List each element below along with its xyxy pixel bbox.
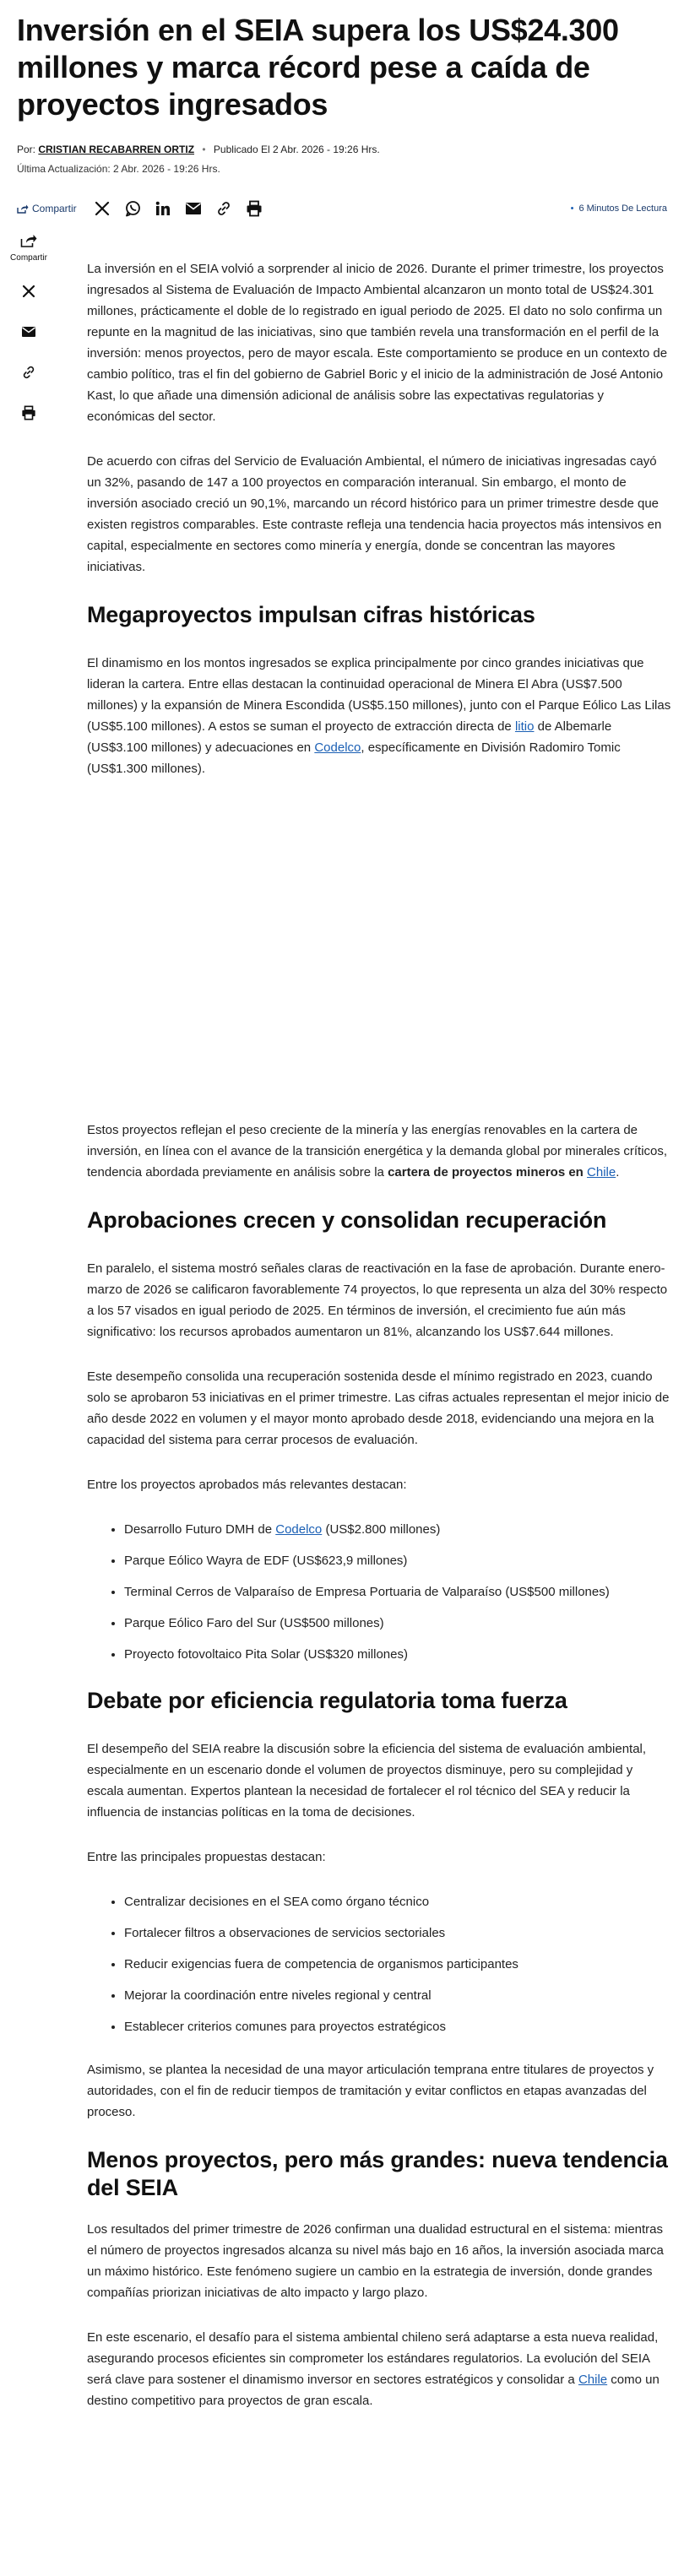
read-time-label: 6 Minutos De Lectura — [578, 203, 667, 214]
proposals-list — [124, 1891, 671, 2037]
side-share-label: Compartir — [10, 253, 47, 263]
section-heading: Megaproyectos impulsan cifras históricas — [87, 602, 535, 627]
codelco-link[interactable]: Codelco — [275, 1522, 323, 1537]
paragraph-text: Estos proyectos reflejan el peso creciente de la minería y las energías renovables en la cartera de inversión, en línea con el avance de la transición energética y la demanda global por minerales críticos, tendencia abordada previamente en análisis sobre la — [87, 1123, 668, 1180]
side-x-button[interactable] — [17, 279, 41, 303]
share-button[interactable] — [17, 203, 77, 214]
paragraph — [87, 653, 671, 779]
email-icon[interactable] — [183, 198, 204, 219]
article-body — [87, 258, 671, 2435]
section-heading: Debate por eficiencia regulatoria toma fuerza — [87, 1688, 567, 1713]
litio-link[interactable]: litio — [514, 719, 535, 734]
read-time — [571, 203, 667, 214]
paragraph-text: En este escenario, el desafío para el sistema ambiental chileno será adaptarse a esta nueva realidad, asegurando procesos eficientes sin comprometer los estándares regulatorios. La evolución del SEIA será clave para sostener el dinamismo inversor en sectores estratégicos y consolidar a — [87, 2330, 659, 2387]
paragraph: De acuerdo con cifras del Servicio de Evaluación Ambiental, el número de iniciativas ingresadas cayó un 32%, pasando de 147 a 100 proyectos en comparación interanual. Sin embargo, el monto de inversión asociado creció un 90,1%, marcando un récord histórico para un primer trimestre desde que existen registros comparables. Este contraste refleja una tendencia hacia proyectos más intensivos en capital, especialmente en sectores como minería y energía, donde se concentran las mayores iniciativas. — [87, 454, 662, 574]
codelco-link[interactable]: Codelco — [314, 740, 361, 755]
author-link[interactable]: CRISTIAN RECABARREN ORTIZ — [38, 144, 195, 155]
updated-date: Última Actualización: 2 Abr. 2026 - 19:26 Hrs. — [17, 163, 220, 175]
linkedin-icon[interactable] — [153, 198, 173, 219]
share-icon — [20, 233, 37, 247]
approved-projects-list — [124, 1519, 671, 1665]
byline-separator: • — [202, 144, 206, 155]
list-item: • Establecer criterios comunes para proyectos estratégicos — [124, 2016, 671, 2037]
ad-space — [87, 803, 671, 1120]
list-item: • Fortalecer filtros a observaciones de servicios sectoriales — [124, 1923, 671, 1944]
list-item-text: Desarrollo Futuro DMH de — [124, 1522, 276, 1537]
article-headline: Inversión en el SEIA supera los US$24.300 millones y marca récord pese a caída de proyectos ingresados — [17, 13, 619, 122]
byline — [17, 144, 380, 155]
share-icon — [17, 203, 29, 214]
whatsapp-icon[interactable] — [122, 198, 143, 219]
side-email-button[interactable] — [17, 320, 41, 344]
paragraph: Este desempeño consolida una recuperación sostenida desde el mínimo registrado en 2023, cuando solo se aprobaron 53 iniciativas en el primer trimestre. Las cifras actuales representan el mejor inicio de año desde 2022 en volumen y el mayor monto aprobado desde 2018, evidenciando una mejora en la capacidad del sistema para cerrar procesos de evaluación. — [87, 1369, 670, 1447]
link-icon — [21, 365, 36, 380]
print-icon[interactable] — [244, 198, 264, 219]
paragraph-text: como un destino competitivo para proyectos de gran escala. — [87, 2373, 660, 2408]
print-icon — [21, 405, 36, 420]
side-share-rail — [10, 233, 47, 425]
x-icon — [22, 285, 35, 298]
paragraph — [87, 2327, 671, 2411]
paragraph: Entre los proyectos aprobados más relevantes destacan: — [87, 1478, 407, 1492]
list-item: • Mejorar la coordinación entre niveles regional y central — [124, 1985, 671, 2006]
bold-text: cartera de proyectos mineros en — [388, 1165, 584, 1180]
list-item: • Reducir exigencias fuera de competencia de organismos participantes — [124, 1954, 671, 1975]
paragraph-text: . — [616, 1165, 620, 1180]
paragraph — [87, 1120, 671, 1183]
section-heading: Menos proyectos, pero más grandes: nueva tendencia del SEIA — [87, 2147, 668, 2200]
paragraph-text: , específicamente en División Radomiro Tomic (US$1.300 millones). — [87, 740, 621, 776]
paragraph: El desempeño del SEIA reabre la discusión sobre la eficiencia del sistema de evaluación ambiental, especialmente en un escenario donde el volumen de proyectos disminuye, pero su complejidad y escala aumentan. Expertos plantean la necesidad de fortalecer el rol técnico del SEA y reducir la influencia de instancias políticas en la toma de decisiones. — [87, 1742, 647, 1819]
link-icon[interactable] — [214, 198, 234, 219]
published-date: Publicado El 2 Abr. 2026 - 19:26 Hrs. — [213, 144, 380, 155]
share-label: Compartir — [32, 203, 77, 214]
chile-link[interactable]: Chile — [587, 1165, 616, 1180]
side-share-button[interactable] — [20, 233, 37, 252]
x-icon[interactable] — [92, 198, 112, 219]
chile-link[interactable]: Chile — [578, 2373, 608, 2387]
paragraph-text: de Albemarle (US$3.100 millones) y adecuaciones en — [87, 719, 612, 755]
list-item: • Centralizar decisiones en el SEA como órgano técnico — [124, 1891, 671, 1912]
list-item: • Parque Eólico Wayra de EDF (US$623,9 millones) — [124, 1550, 671, 1571]
paragraph: Entre las principales propuestas destacan: — [87, 1850, 326, 1864]
byline-prefix: Por: — [17, 144, 36, 155]
paragraph: La inversión en el SEIA volvió a sorprender al inicio de 2026. Durante el primer trimestre, los proyectos ingresados al Sistema de Evaluación de Impacto Ambiental alcanzaron un monto total de US$24.301 millones, prácticamente el doble de lo registrado en igual periodo de 2025. El dato no solo confirma un repunte en la magnitud de las iniciativas, sino que también revela una transformación en el perfil de la inversión: menos proyectos, pero de mayor escala. Este comportamiento se produce en un contexto de cambio político, tras el fin del gobierno de Gabriel Boric y el inicio de la administración de José Antonio Kast, lo que añade una dimensión adicional de análisis sobre las expectativas regulatorias y económicas del sector. — [87, 262, 668, 424]
list-item-text: (US$2.800 millones) — [322, 1522, 441, 1537]
paragraph: Asimismo, se plantea la necesidad de una mayor articulación temprana entre titulares de proyectos y autoridades, con el fin de reducir tiempos de tramitación y evitar conflictos en etapas avanzadas del proceso. — [87, 2063, 654, 2119]
paragraph: En paralelo, el sistema mostró señales claras de reactivación en la fase de aprobación. Durante enero-marzo de 2026 se calificaron favorablemente 74 proyectos, lo que representa un alza del 30% respecto a los 57 visados en igual periodo de 2025. En términos de inversión, el crecimiento fue aún más significativo: los recursos aprobados aumentaron un 81%, alcanzando los US$7.644 millones. — [87, 1261, 668, 1339]
list-item: • Terminal Cerros de Valparaíso de Empresa Portuaria de Valparaíso (US$500 millones) — [124, 1581, 671, 1603]
side-link-button[interactable] — [17, 361, 41, 384]
list-item: • Parque Eólico Faro del Sur (US$500 millones) — [124, 1613, 671, 1634]
paragraph-text: El dinamismo en los montos ingresados se explica principalmente por cinco grandes iniciativas que lideran la cartera. Entre ellas destacan la continuidad operacional de Minera El Abra (US$7.500 millones) y la expansión de Minera Escondida (US$5.150 millones), junto con el Parque Eólico Las Lilas (US$5.100 millones). A estos se suman el proyecto de extracción directa de — [87, 656, 671, 734]
email-icon — [21, 326, 36, 338]
paragraph: Los resultados del primer trimestre de 2026 confirman una dualidad estructural en el sistema: mientras el número de proyectos ingresados alcanza su nivel más bajo en 16 años, la inversión asociada marca un máximo histórico. Este fenómeno sugiere un cambio en la estrategia de inversión, donde grandes compañías priorizan iniciativas de alto impacto y largo plazo. — [87, 2222, 664, 2300]
read-time-bullet: • — [570, 203, 574, 214]
section-heading: Aprobaciones crecen y consolidan recuperación — [87, 1207, 607, 1233]
list-item — [124, 1519, 671, 1540]
list-item: • Proyecto fotovoltaico Pita Solar (US$320 millones) — [124, 1644, 671, 1665]
share-bar — [17, 196, 667, 221]
side-print-button[interactable] — [17, 401, 41, 425]
